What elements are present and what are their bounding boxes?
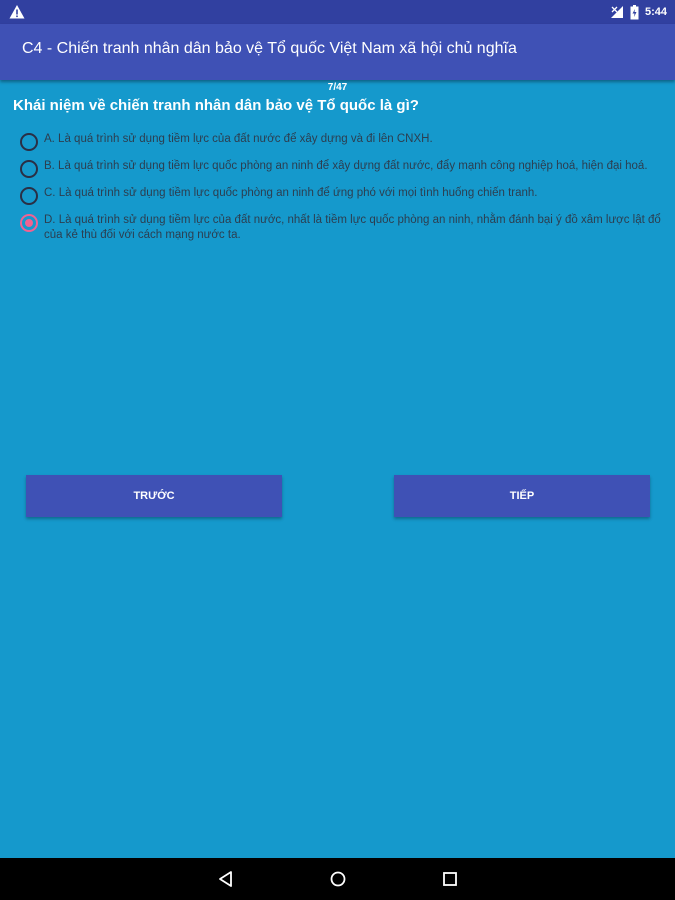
battery-icon bbox=[630, 5, 639, 20]
app-bar bbox=[0, 24, 675, 80]
radio-button-c[interactable] bbox=[20, 187, 38, 205]
option-d-label: D. Là quá trình sử dụng tiềm lực của đất nước, nhất là tiềm lực quốc phòng an ninh, nhằm đánh bại ý đồ xâm lược lật đổ của kẻ thù đối với cách mạng nước ta. bbox=[44, 214, 661, 241]
question-counter: 7/47 bbox=[327, 82, 348, 93]
radio-button-b[interactable] bbox=[20, 160, 38, 178]
option-a[interactable] bbox=[20, 132, 665, 151]
option-d[interactable] bbox=[20, 213, 665, 243]
option-c-label: C. Là quá trình sử dụng tiềm lực quốc phòng an ninh để ứng phó với mọi tình huống chiến tranh. bbox=[44, 187, 538, 199]
previous-button[interactable]: TRƯỚC bbox=[26, 475, 282, 517]
home-icon[interactable] bbox=[329, 870, 347, 888]
status-bar bbox=[0, 0, 675, 24]
option-a-label: A. Là quá trình sử dụng tiềm lực của đất nước để xây dựng và đi lên CNXH. bbox=[44, 133, 433, 145]
signal-icon bbox=[610, 5, 624, 19]
option-b-label: B. Là quá trình sử dụng tiềm lực quốc phòng an ninh để xây dựng đất nước, đẩy mạnh công nghiệp hoá, hiện đại hoá. bbox=[44, 160, 648, 172]
radio-button-a[interactable] bbox=[20, 133, 38, 151]
answer-options bbox=[20, 132, 665, 251]
option-c[interactable] bbox=[20, 186, 665, 205]
status-icons bbox=[610, 3, 667, 21]
next-button[interactable]: TIẾP bbox=[394, 475, 650, 517]
app-title: C4 - Chiến tranh nhân dân bảo vệ Tổ quốc Việt Nam xã hội chủ nghĩa bbox=[22, 40, 517, 57]
option-b[interactable] bbox=[20, 159, 665, 178]
radio-button-d[interactable] bbox=[20, 214, 38, 232]
system-nav-bar bbox=[0, 858, 675, 900]
warning-icon bbox=[9, 4, 25, 20]
recents-icon[interactable] bbox=[441, 870, 459, 888]
back-icon[interactable] bbox=[217, 870, 235, 888]
clock: 5:44 bbox=[644, 6, 667, 18]
question-text: Khái niệm về chiến tranh nhân dân bảo vệ Tổ quốc là gì? bbox=[13, 97, 419, 114]
